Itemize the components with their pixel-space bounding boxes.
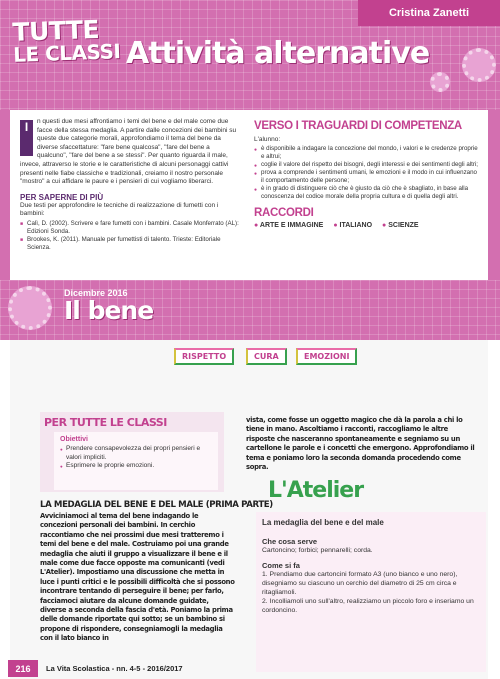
subject-list [254, 222, 480, 229]
list-item: ● è in grado di distinguere ciò che è giusto da ciò che è sbagliato, in base alla conoscenza del codice morale della propria cultura e di quella degli altri. [254, 185, 480, 201]
author-name: Cristina Zanetti [358, 0, 500, 26]
come-heading: Come si fa [262, 561, 300, 570]
saperne-heading: PER SAPERNE DI PIÙ [20, 192, 104, 202]
medaglia-right-paragraph: vista, come fosse un oggetto magico che dà la parola a chi lo tiene in mano. Ascoltiamo i racconti, raccogliamo le altre risposte che nasceranno spontaneamente e segniamo su un cartellone le parole e i concetti che emergono. Approfondiamo il tema e poniamo loro la seconda domanda procedendo come sopra. [246, 416, 475, 472]
gear-icon [430, 72, 450, 92]
intro-paragraph: n questi due mesi affrontiamo i temi del bene e del male come due facce della stessa medaglia. A partire dalle concezioni dei bambini su queste due categorie morali, approfondiamo il tema del bene da diverse sfaccettature: "fare bene qualcosa", "fare del bene a qualcuno", "fare del bene a se stessi". Per quanto riguarda il male, invece, attraverso le storie e le caratteristiche di alcuni personaggi cattivi presenti nelle fiabe classiche e tradizionali, creiamo il nostro personale "mostro" a cui affidare le paure e i pensieri di cui vogliamo liberarci. [20, 118, 237, 186]
list-item: ● Prendere consapevolezza dei propri pensieri e valori impliciti. [60, 445, 212, 462]
medaglia-left-paragraph: Avviciniamoci al tema del bene indagando le concezioni personali dei bambini. In cerchio raccontiamo che nei prossimi due mesi tratteremo i temi del bene e del male. Costruiamo poi una grande medaglia che aiuti il gruppo a visualizzare il bene e il male come due facce opposte ma comunicanti (vedi L'Atelier). Impostiamo una discussione che metta in luce i punti critici e le possibili difficoltà che si possono incontrare tentando di perseguire il bene; per farlo, facciamoci aiutare da alcune domande guidate, diverse a seconda della fascia d'età. Poniamo la prima delle domande riportate qui sotto; se un bambino si propone di rispondere, consegniamogli la medaglia con il lato bianco in [40, 512, 235, 643]
list-item: ● prova a comprende i sentimenti umani, le emozioni e il modo in cui influenzano il comportamento delle persone; [254, 169, 480, 185]
reference-list [20, 220, 242, 252]
atelier-title: L'Atelier [268, 478, 364, 503]
list-item: ■ Brookes, K. (2011). Manuale per fumettisti di talento. Trieste: Editoriale Scienza. [20, 236, 242, 252]
tag-cura: CURA [246, 348, 287, 365]
list-item: ● è disponibile a indagare la concezione del mondo, i valori e le credenze proprie e altrui; [254, 145, 480, 161]
tag-emozioni: EMOZIONI [296, 348, 357, 365]
obiettivi-list [60, 445, 212, 471]
logo-line1: TUTTE [11, 14, 100, 47]
subject-item: ● ARTE E IMMAGINE [254, 222, 323, 229]
step-2: 2. Incolliamoli uno sull'altro, realizziamo un piccolo foro e inseriamo un cordoncino. [262, 598, 474, 614]
right-column-text [246, 416, 476, 472]
obiettivi-box [54, 432, 218, 490]
intro-right-column [254, 120, 480, 229]
serve-text: Cartoncino; forbici; pennarelli; corda. [262, 547, 373, 554]
goal-list [254, 145, 480, 201]
atelier-content [262, 518, 480, 615]
traguardi-heading: VERSO I TRAGUARDI DI COMPETENZA [254, 120, 462, 132]
tag-rispetto: RISPETTO [174, 348, 234, 365]
subject-item: ● SCIENZE [382, 222, 419, 229]
intro-paragraph-wrap [20, 118, 242, 187]
section-title: Il bene [64, 296, 154, 325]
gear-icon [462, 48, 496, 82]
per-tutte-heading: PER TUTTE LE CLASSI [44, 416, 167, 429]
saperne-text: Due testi per approfondire le tecniche di realizzazione di fumetti con i bambini: [20, 201, 219, 218]
dropcap: I [20, 120, 33, 156]
footer-text: La Vita Scolastica - nn. 4-5 - 2016/2017 [46, 664, 183, 673]
serve-heading: Che cosa serve [262, 537, 318, 546]
list-item: ● Esprimere le proprie emozioni. [60, 462, 212, 471]
traguardi-intro: L'alunno: [254, 136, 281, 143]
tutte-le-classi-logo [11, 14, 122, 74]
page-title: Attività alternative [126, 36, 430, 71]
step-1: 1. Prendiamo due cartoncini formato A3 (uno bianco e uno nero), disegniamo su ciascuno un cerchio del diametro di 25 cm circa e ritagliamoli. [262, 571, 458, 596]
logo-line2: LE CLASSI [12, 39, 121, 67]
list-item: ● coglie il valore del rispetto dei bisogni, degli interessi e dei sentimenti degli altri; [254, 161, 480, 169]
page-number: 216 [8, 660, 38, 677]
medaglia-heading: LA MEDAGLIA DEL BENE E DEL MALE (PRIMA PARTE) [40, 500, 273, 510]
atelier-heading: La medaglia del bene e del male [262, 518, 384, 527]
intro-card [10, 110, 488, 280]
obiettivi-label: Obiettivi [60, 436, 89, 443]
gear-icon [8, 286, 52, 330]
left-column-text [40, 512, 236, 644]
intro-left-column [20, 118, 242, 252]
list-item: ■ Calì, D. (2002). Scrivere e fare fumetti con i bambini. Casale Monferrato (AL): Edizioni Sonda. [20, 220, 242, 236]
raccordi-heading: RACCORDI [254, 206, 314, 219]
section-date: Dicembre 2016 [64, 288, 128, 298]
subject-item: ● ITALIANO [333, 222, 372, 229]
